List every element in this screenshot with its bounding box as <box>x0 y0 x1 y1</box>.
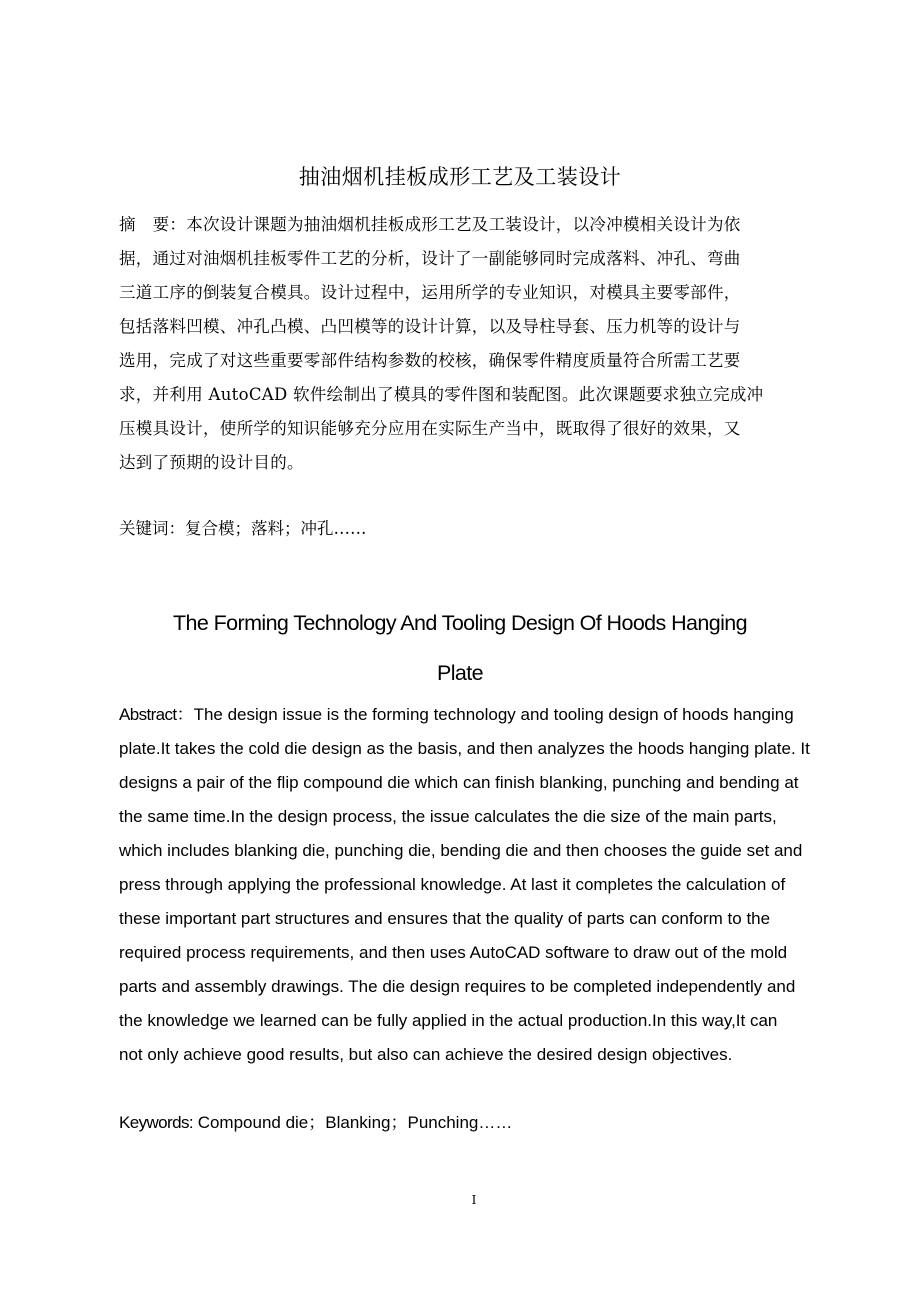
english-title-line-2: Plate <box>436 661 483 685</box>
english-abstract-line: designs a pair of the flip compound die which can finish blanking, punching and bending at <box>119 773 799 792</box>
chinese-abstract-line: 据，通过对油烟机挂板零件工艺的分析，设计了一副能够同时完成落料、冲孔、弯曲 <box>119 249 741 268</box>
english-keywords-text: Compound die；Blanking；Punching…… <box>192 1113 513 1132</box>
page-number: I <box>471 1193 477 1207</box>
chinese-abstract-text: 本次设计课题为抽油烟机挂板成形工艺及工装设计，以冷冲模相关设计为依 <box>186 215 741 234</box>
english-abstract-line: the same time.In the design process, the issue calculates the die size of the main parts, <box>119 807 777 826</box>
chinese-keywords-text: 复合模；落料；冲孔…… <box>185 519 367 538</box>
chinese-abstract-label: 摘 要： <box>119 215 187 234</box>
english-abstract-text: The design issue is the forming technology and tooling design of hoods hanging <box>193 705 794 724</box>
english-abstract-label: Abstract <box>119 705 177 724</box>
english-abstract-separator: ： <box>176 705 194 724</box>
chinese-keywords <box>119 513 805 545</box>
english-abstract-line: parts and assembly drawings. The die design requires to be completed independently and <box>119 977 796 996</box>
english-abstract-line: required process requirements, and then uses AutoCAD software to draw out of the mold <box>119 943 788 962</box>
chinese-abstract-line: 三道工序的倒装复合模具。设计过程中，运用所学的专业知识，对模具主要零部件， <box>119 283 741 302</box>
english-keywords-label: Keywords: <box>119 1113 193 1132</box>
chinese-title: 抽油烟机挂板成形工艺及工装设计 <box>298 165 622 189</box>
chinese-abstract-line <box>119 208 805 242</box>
chinese-abstract-line: 压模具设计，使所学的知识能够充分应用在实际生产当中，既取得了很好的效果，又 <box>119 419 741 438</box>
english-abstract <box>119 698 879 1072</box>
english-abstract-line: the knowledge we learned can be fully applied in the actual production.In this way,It can <box>119 1011 778 1030</box>
chinese-abstract-line: 包括落料凹模、冲孔凸模、凸凹模等的设计计算，以及导柱导套、压力机等的设计与 <box>119 317 741 336</box>
english-abstract-line: press through applying the professional knowledge. At last it completes the calculation of <box>119 875 786 894</box>
english-abstract-line <box>119 698 879 732</box>
english-abstract-line: not only achieve good results, but also can achieve the desired design objectives. <box>119 1045 733 1064</box>
english-title-line-1: The Forming Technology And Tooling Design Of Hoods Hanging <box>173 611 747 635</box>
chinese-abstract-line: 选用，完成了对这些重要零部件结构参数的校核，确保零件精度质量符合所需工艺要 <box>119 351 741 370</box>
chinese-keywords-label: 关键词： <box>119 519 185 538</box>
chinese-abstract-line: 达到了预期的设计目的。 <box>119 453 304 472</box>
english-abstract-line: which includes blanking die, punching die, bending die and then chooses the guide set and <box>119 841 803 860</box>
chinese-abstract <box>119 208 805 480</box>
english-abstract-line: these important part structures and ensures that the quality of parts can conform to the <box>119 909 771 928</box>
english-keywords <box>119 1107 879 1139</box>
english-abstract-line: plate.It takes the cold die design as the basis, and then analyzes the hoods hanging plate. It <box>119 739 810 758</box>
english-title <box>80 598 840 698</box>
chinese-abstract-line: 求，并利用 AutoCAD 软件绘制出了模具的零件图和装配图。此次课题要求独立完成冲 <box>119 385 764 404</box>
